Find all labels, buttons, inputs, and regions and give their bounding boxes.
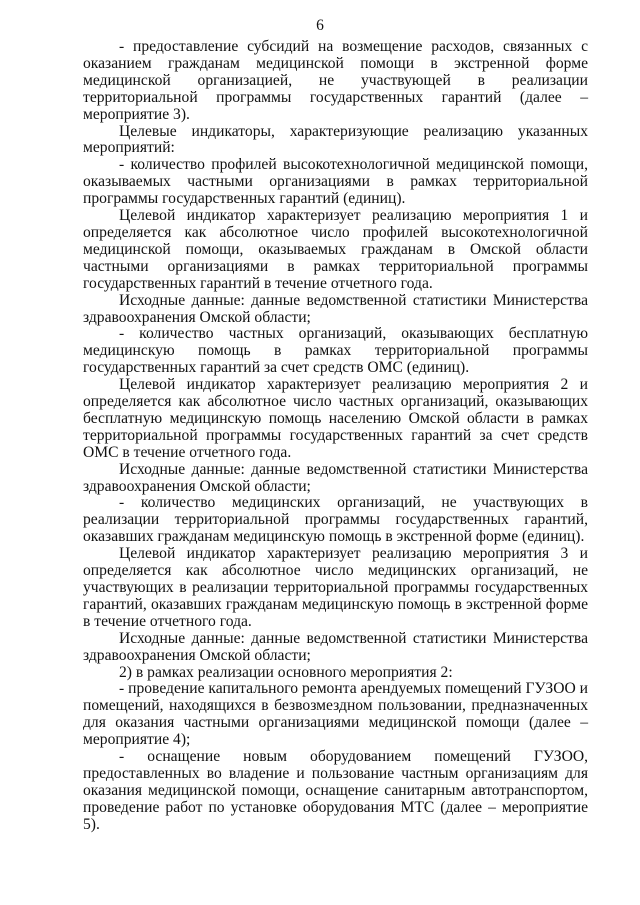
- paragraph-target-indicators-heading: Целевые индикаторы, характеризующие реализацию указанных мероприятий:: [83, 122, 588, 157]
- paragraph-measure-5-description: - оснащение новым оборудованием помещений ГУЗОО, предоставленных во владение и пользование частным организациям для оказания медицинской помощи, оснащение санитарным автотранспортом, проведение работ по установке оборудования МТС (далее – мероприятие 5).: [83, 748, 588, 833]
- paragraph-source-data-2: Исходные данные: данные ведомственной статистики Министерства здравоохранения Омской области;: [83, 460, 588, 495]
- paragraph-measure-3-description: - предоставление субсидий на возмещение расходов, связанных с оказанием гражданам медицинской помощи в экстренной форме медицинской организацией, не участвующей в реализации территориальной программы государственных гарантий (далее – мероприятие 3).: [83, 38, 588, 123]
- paragraph-indicator-1: - количество профилей высокотехнологичной медицинской помощи, оказываемых частными организациями в рамках территориальной программы государственных гарантий (единиц).: [83, 156, 588, 208]
- page-number: 6: [316, 17, 324, 34]
- paragraph-main-measure-2-heading: 2) в рамках реализации основного мероприятия 2:: [119, 663, 453, 681]
- paragraph-indicator-1-definition: Целевой индикатор характеризует реализацию мероприятия 1 и определяется как абсолютное число профилей высокотехнологичной медицинской помощи, оказываемых гражданам в Омской области частными организациями в рамках территориальной программы государственных гарантий в течение отчетного года.: [83, 207, 588, 292]
- paragraph-source-data-3: Исходные данные: данные ведомственной статистики Министерства здравоохранения Омской области;: [83, 629, 588, 664]
- paragraph-indicator-2-definition: Целевой индикатор характеризует реализацию мероприятия 2 и определяется как абсолютное число частных организаций, оказывающих бесплатную медицинскую помощь населению Омской области в рамках территориальной программы государственных гарантий за счет средств ОМС в течение отчетного года.: [83, 376, 588, 461]
- paragraph-measure-4-description: - проведение капитального ремонта арендуемых помещений ГУЗОО и помещений, находящихся в безвозмездном пользовании, предназначенных для оказания частными организациями медицинской помощи (далее – мероприятие 4);: [83, 680, 588, 749]
- paragraph-indicator-3: - количество медицинских организаций, не участвующих в реализации территориальной программы государственных гарантий, оказавших гражданам медицинскую помощь в экстренной форме (единиц).: [83, 494, 588, 546]
- paragraph-source-data-1: Исходные данные: данные ведомственной статистики Министерства здравоохранения Омской области;: [83, 291, 588, 326]
- paragraph-indicator-3-definition: Целевой индикатор характеризует реализацию мероприятия 3 и определяется как абсолютное число медицинских организаций, не участвующих в реализации территориальной программы государственных гарантий, оказавших гражданам медицинскую помощь в экстренной форме в течение отчетного года.: [83, 545, 588, 630]
- document-body: [83, 39, 588, 834]
- paragraph-indicator-2: - количество частных организаций, оказывающих бесплатную медицинскую помощь в рамках территориальной программы государственных гарантий за счет средств ОМС (единиц).: [83, 325, 588, 377]
